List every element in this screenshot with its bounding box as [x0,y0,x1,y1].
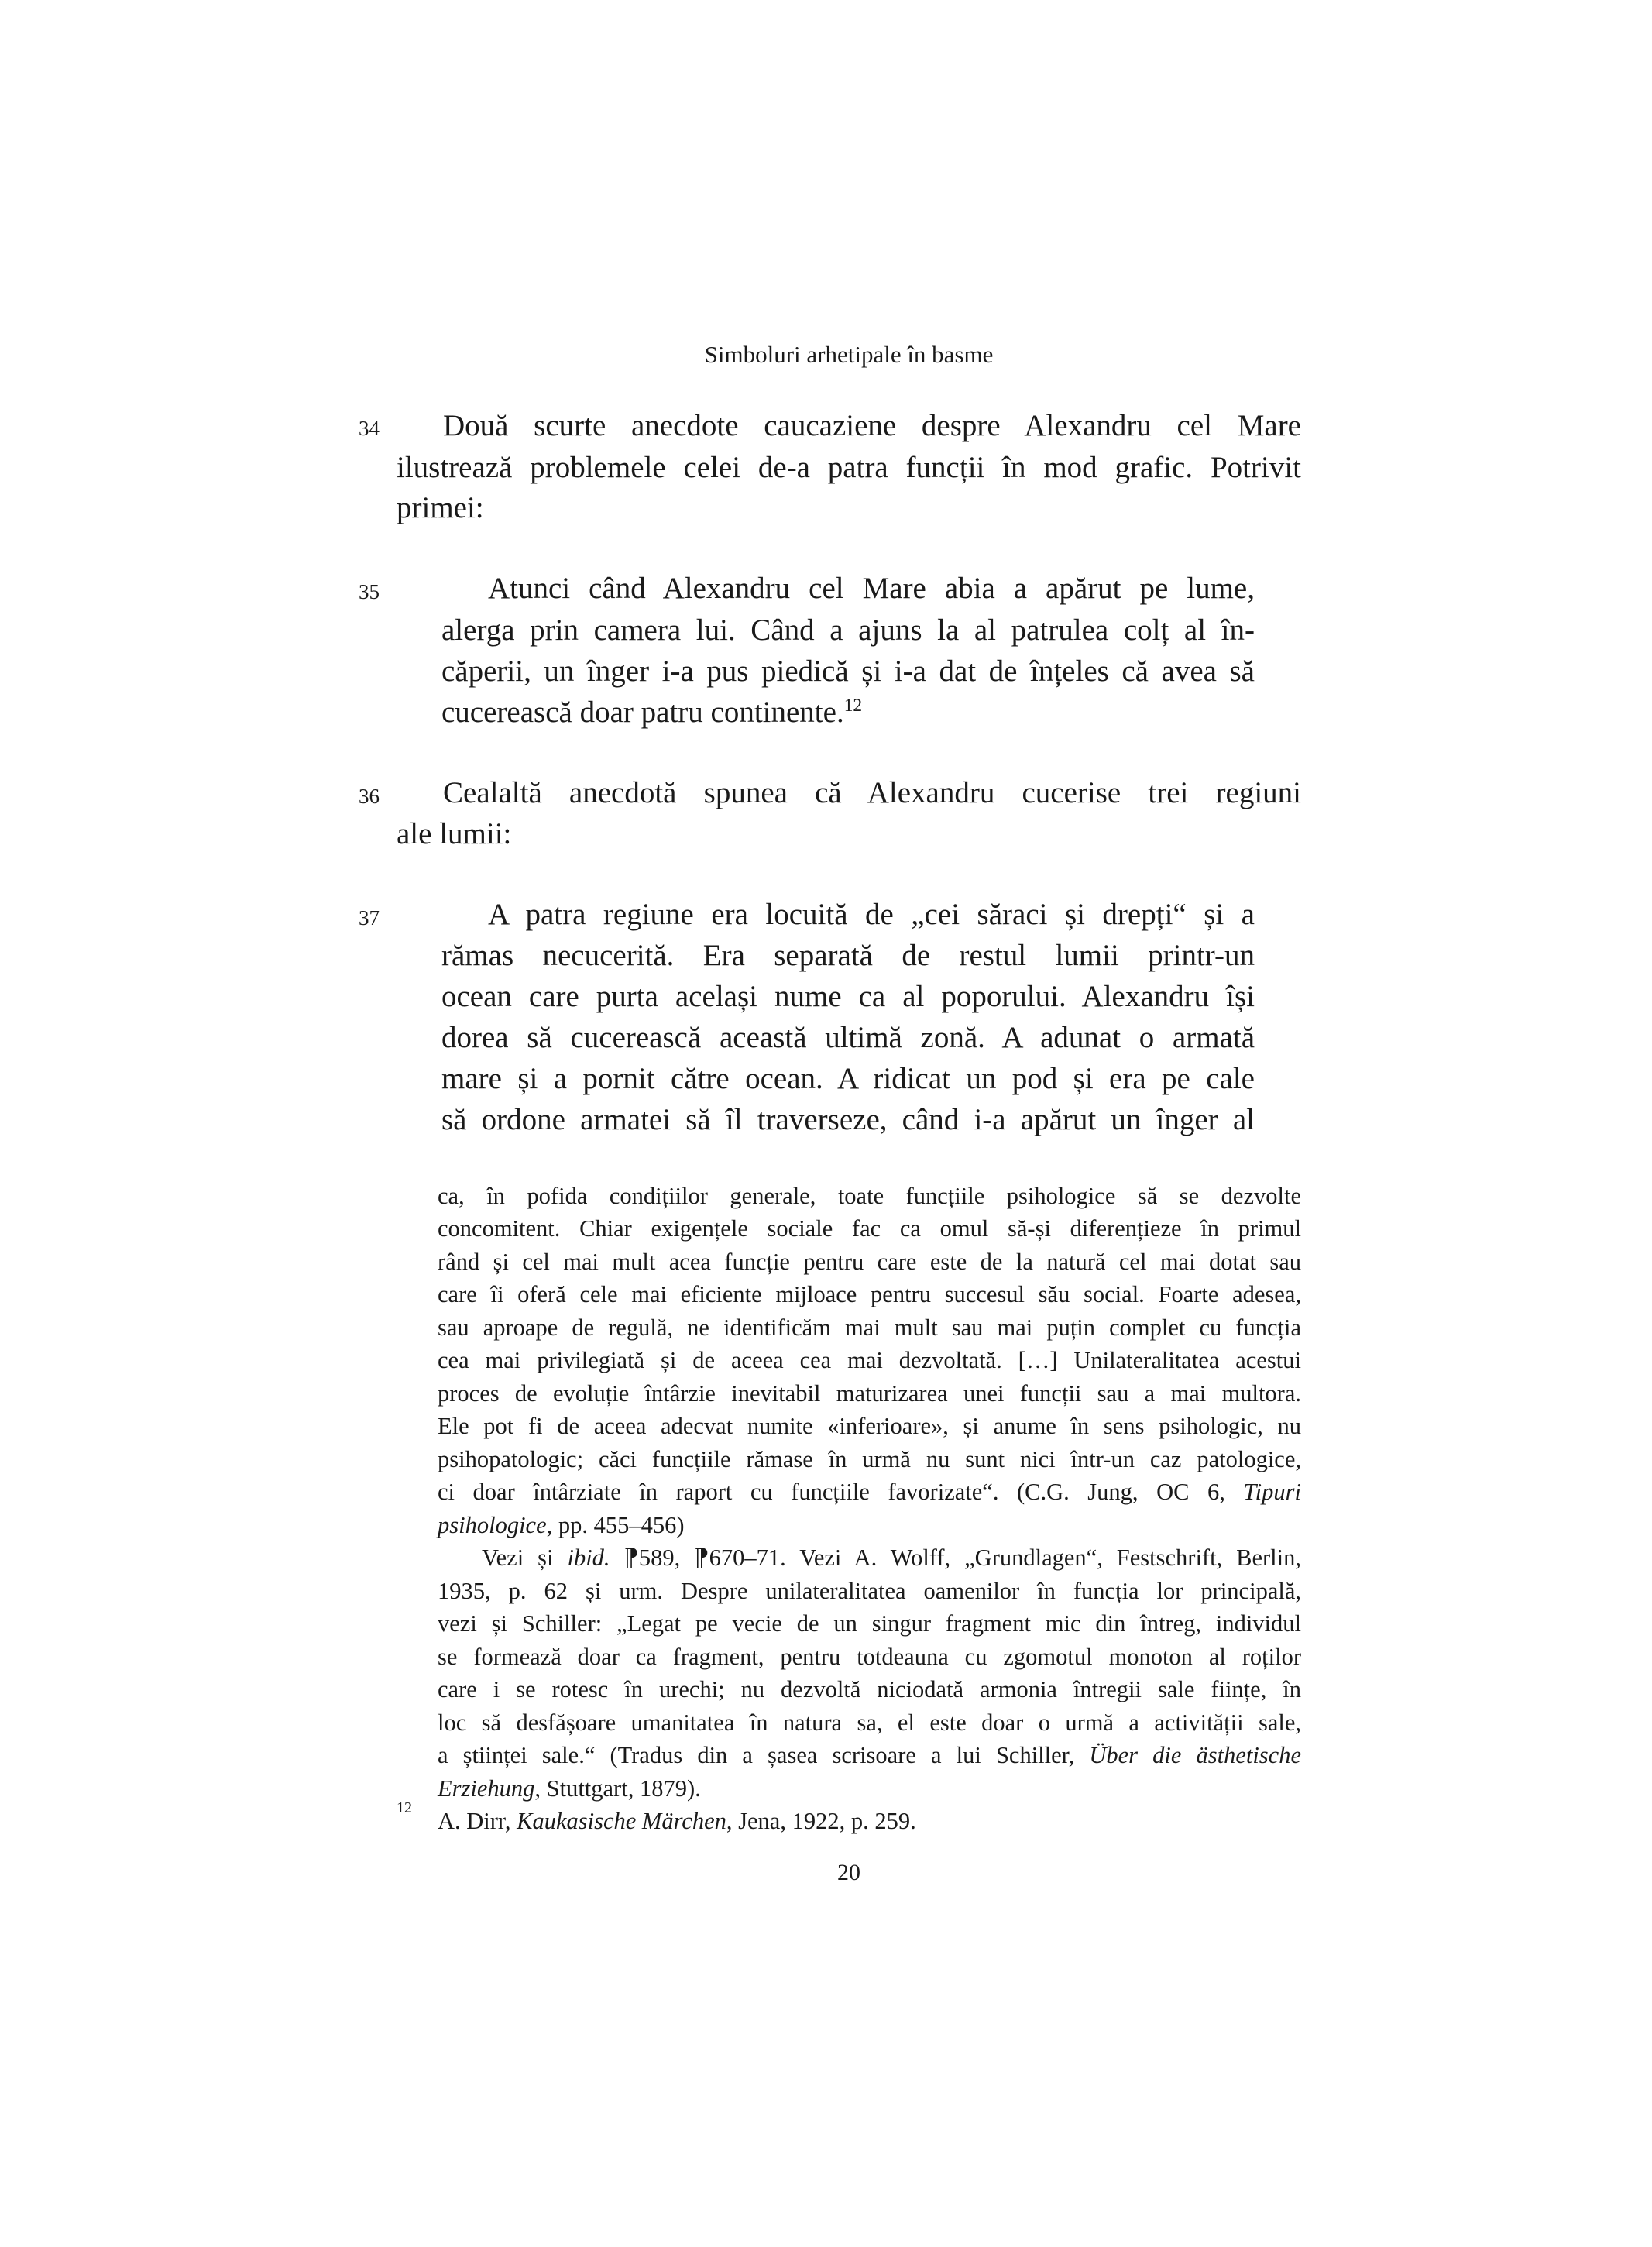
text-line: căperii, un înger i-a pus piedică și i-a dat de înțeles că avea să [441,655,1255,688]
footnote-marker: 12 [397,1799,412,1816]
text-fragment: , Jena, 1922, p. 259. [726,1808,916,1834]
text-line: ocean care purta același nume ca al poporului. Alexandru își [441,980,1255,1013]
footnote-line: proces de evoluție întârzie inevitabil maturizarea unei funcții sau a mai multora. [438,1380,1301,1407]
book-title: psihologice [438,1512,547,1538]
text-fragment: a științei sale.“ (Tradus din a șasea scrisoare a lui Schiller, [438,1742,1090,1768]
text-fragment: cucerească doar patru continente. [441,696,844,729]
paragraph-number: 37 [359,906,380,929]
text-fragment: ci doar întârziate în raport cu funcțiile favorizate“. (C.G. Jung, OC 6, [438,1479,1244,1505]
running-header: Simboluri arhetipale în basme [704,341,994,368]
paragraph-number: 35 [359,580,380,603]
footnote-line: sau aproape de regulă, ne identificăm mai mult sau mai puțin complet cu funcția [438,1314,1301,1341]
text-line: rămas necucerită. Era separată de restul lumii printr-un [441,939,1255,972]
text-line: ale lumii: [397,817,512,850]
text-line: ilustrează problemele celei de-a patra funcții în mod grafic. Potrivit [397,451,1301,484]
footnote-line [438,1809,916,1836]
footnote-line: care i se rotesc în urechi; nu dezvoltă niciodată armonia întregii sale ființe, în [438,1676,1301,1702]
paragraph-number: 36 [359,785,380,808]
text-line: dorea să cucerească această ultimă zonă. A adunat o armată [441,1021,1255,1054]
footnote-line: psihopatologic; căci funcțiile rămase în urmă nu sunt nici într-un caz patologice, [438,1446,1301,1472]
text-line: Două scurte anecdote caucaziene despre Alexandru cel Mare [443,409,1301,442]
book-title: Kaukasische Märchen [517,1808,726,1834]
text-line: Cealaltă anecdotă spunea că Alexandru cucerise trei regiuni [443,776,1301,809]
footnote-line: se formează doar ca fragment, pentru totdeauna cu zgomotul monoton al roților [438,1644,1301,1670]
footnote-line [438,1480,1301,1507]
book-title: Über die ästhetische [1089,1742,1302,1768]
page-number: 20 [837,1860,860,1885]
text-line: să ordone armatei să îl traverseze, când i-a apărut un înger al [441,1103,1255,1136]
book-title: Erziehung [438,1775,535,1802]
text-fragment: , Stuttgart, 1879). [534,1775,701,1802]
text-line [441,697,862,731]
footnote-line: 1935, p. 62 și urm. Despre unilateralitatea oamenilor în funcția lor principală, [438,1578,1301,1604]
text-fragment: Vezi și [482,1544,568,1571]
footnote-line [482,1546,1301,1572]
footnote-reference-12[interactable]: 12 [843,696,863,716]
footnote-line: vezi și Schiller: „Legat pe vecie de un singur fragment mic din întreg, individul [438,1610,1301,1637]
footnote-line: concomitent. Chiar exigențele sociale fac ca omul să-și diferențieze în primul [438,1215,1301,1242]
footnote-line: ca, în pofida condițiilor generale, toate funcțiile psihologice să se dezvolte [438,1183,1301,1209]
text-fragment: , pp. 455–456) [546,1512,685,1538]
italic-ibid: ibid. [567,1544,610,1571]
text-line: A patra regiune era locuită de „cei săraci și drepți“ și a [488,898,1255,931]
text-fragment: ⁋589, ⁋670–71. Vezi A. Wolff, „Grundlagen“, Festschrift, Berlin, [610,1544,1301,1571]
text-line: Atunci când Alexandru cel Mare abia a apărut pe lume, [488,572,1255,605]
text-line: alerga prin camera lui. Când a ajuns la al patrulea colț al în- [441,613,1255,647]
footnote-line: rând și cel mai mult acea funcție pentru care este de la natură cel mai dotat sau [438,1249,1301,1275]
text-line: mare și a pornit către ocean. A ridicat un pod și era pe cale [441,1062,1255,1095]
footnote-line [438,1777,701,1803]
footnote-line: cea mai privilegiată și de aceea cea mai dezvoltată. […] Unilateralitatea acestui [438,1347,1301,1373]
book-title: Tipuri [1243,1479,1301,1505]
footnote-line: Ele pot fi de aceea adecvat numite «inferioare», și anume în sens psihologic, nu [438,1413,1301,1439]
text-line: primei: [397,491,484,524]
paragraph-number: 34 [359,417,380,440]
footnote-line: loc să desfășoare umanitatea în natura sa, el este doar o urmă a activității sale, [438,1709,1301,1736]
text-fragment: A. Dirr, [438,1808,517,1834]
footnote-line: care îi oferă cele mai eficiente mijloace pentru succesul său social. Foarte adesea, [438,1281,1301,1307]
footnote-line [438,1744,1301,1770]
footnote-line [438,1513,685,1540]
